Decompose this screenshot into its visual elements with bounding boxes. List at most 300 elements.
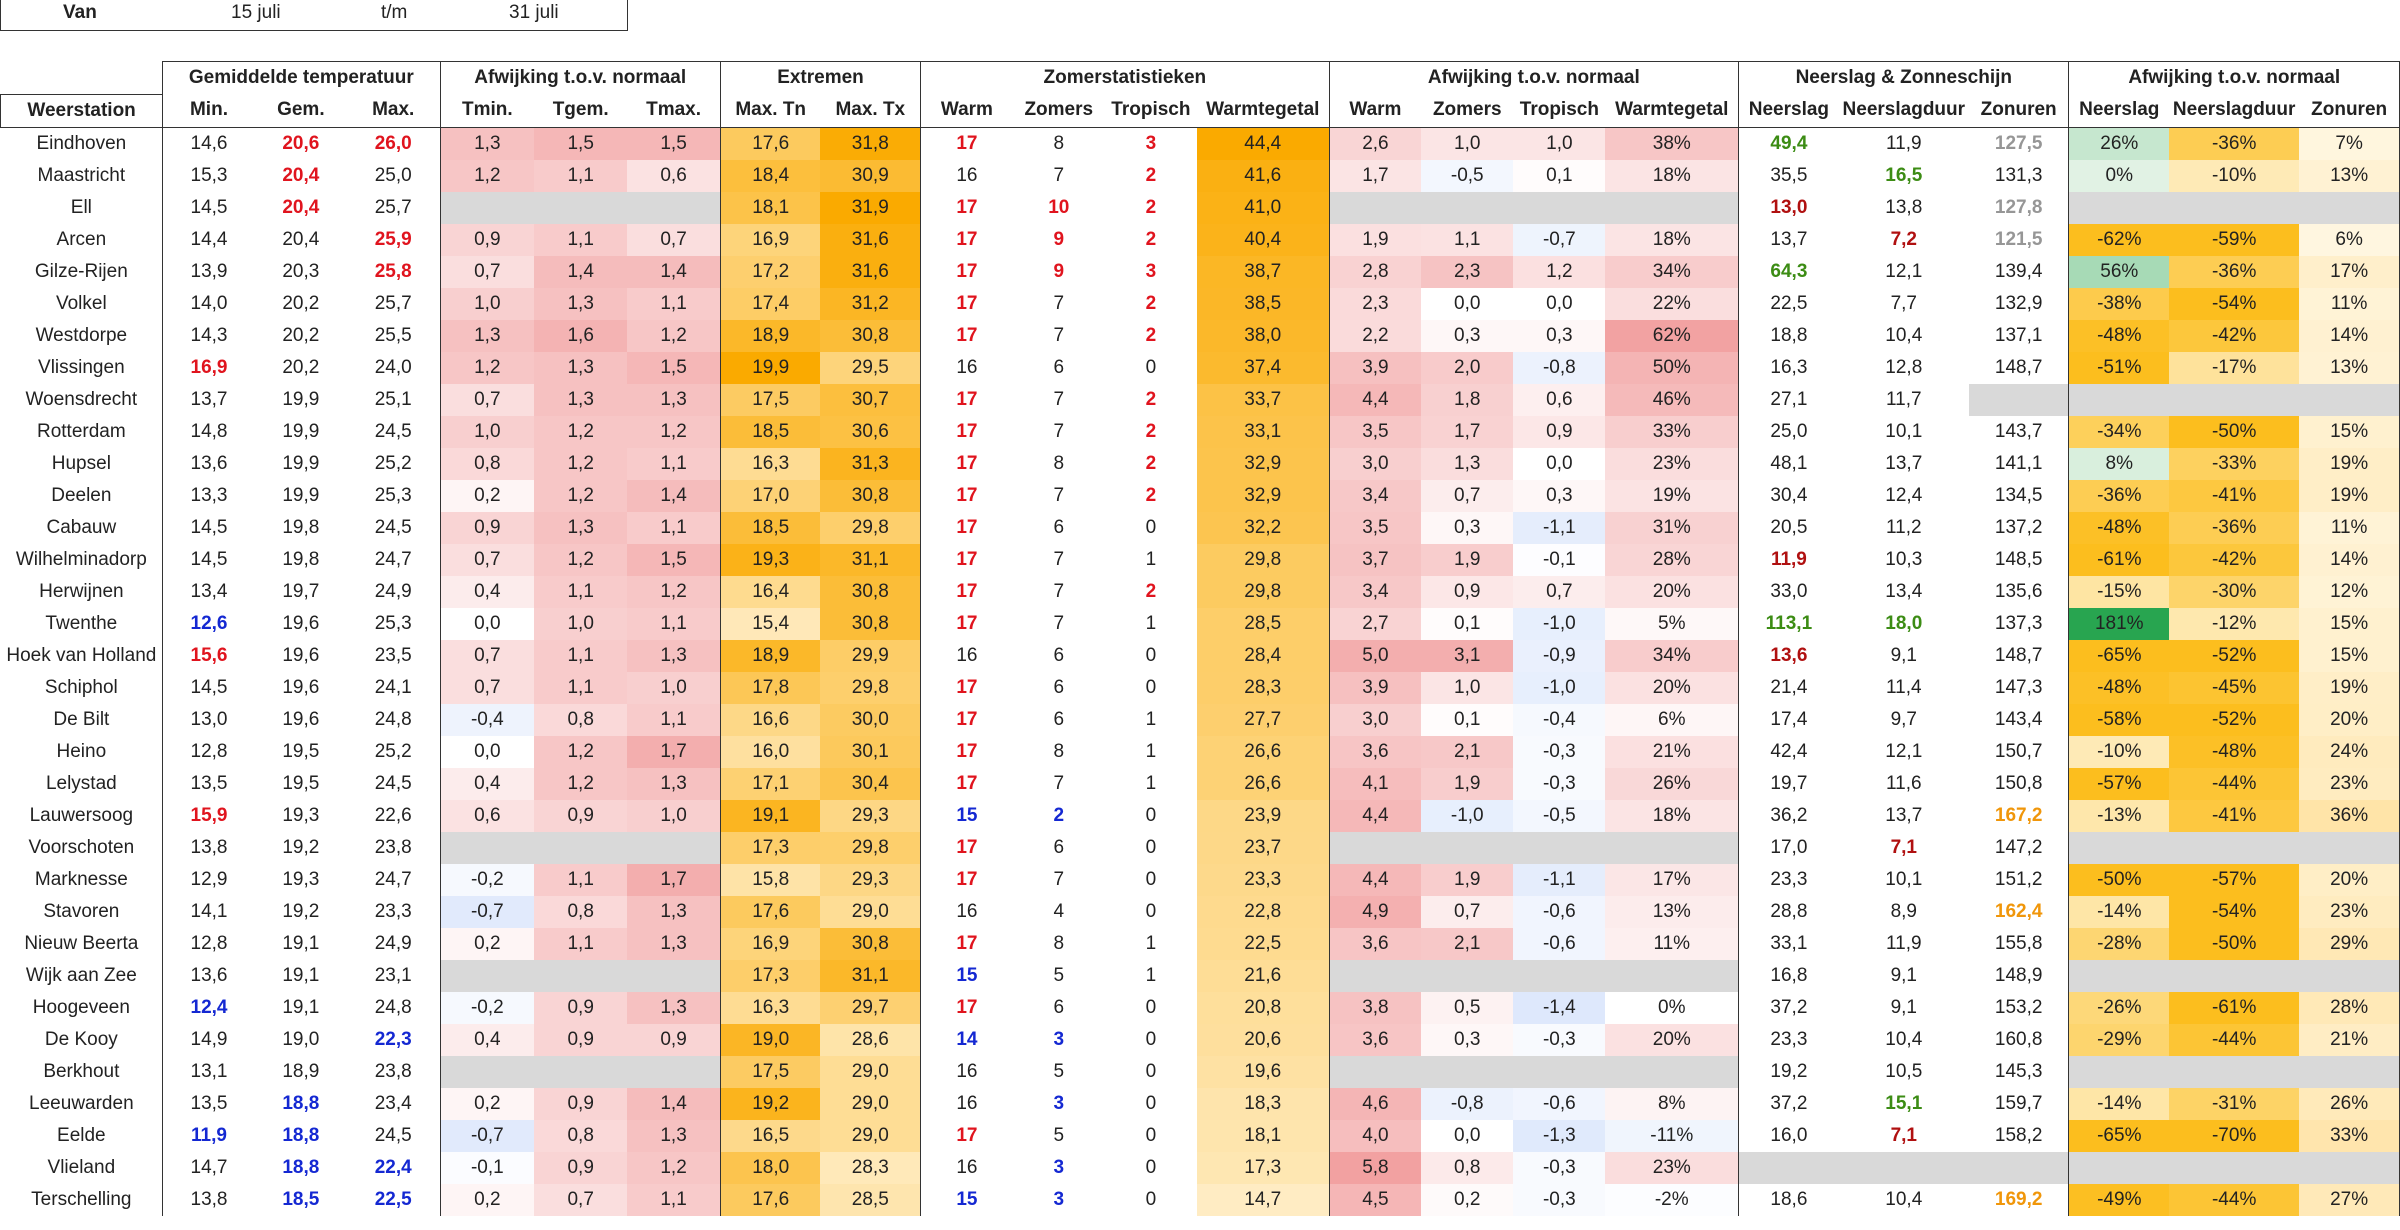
table-cell: 3 <box>1053 1028 1065 1050</box>
table-cell: -59% <box>2169 224 2299 256</box>
table-cell: 0,3 <box>1513 320 1605 352</box>
table-cell: -1,0 <box>1513 672 1605 704</box>
table-cell: 137,3 <box>1994 612 2043 634</box>
table-cell: 17 <box>921 832 1013 864</box>
table-cell: 0 <box>1145 868 1157 890</box>
table-cell: 18,8 <box>282 1092 320 1114</box>
table-cell: 28,3 <box>820 1152 920 1184</box>
column-header: Zonuren <box>1969 94 2069 127</box>
table-row <box>1 384 2400 416</box>
table-cell: -11% <box>1605 1120 1738 1152</box>
table-cell: 36% <box>2299 800 2399 832</box>
table-cell <box>2299 1152 2399 1184</box>
table-cell: 17 <box>921 416 1013 448</box>
table-cell: -0,4 <box>440 704 534 736</box>
table-cell: 25,8 <box>374 260 412 282</box>
table-cell: 19,3 <box>282 868 320 890</box>
table-cell: 1,5 <box>627 352 720 384</box>
table-cell: 13% <box>2299 160 2399 192</box>
table-cell <box>440 1056 534 1088</box>
table-cell: 21,6 <box>1197 960 1329 992</box>
table-cell <box>1421 960 1513 992</box>
table-cell: 17,6 <box>720 127 820 160</box>
table-cell: 10,4 <box>1885 1188 1923 1210</box>
table-cell: 20,5 <box>1739 512 1839 544</box>
table-cell: 1 <box>1145 772 1157 794</box>
table-cell: 19,1 <box>282 932 320 954</box>
table-cell: 148,7 <box>1994 356 2043 378</box>
table-cell: 42,4 <box>1739 736 1839 768</box>
table-cell: -44% <box>2169 1024 2299 1056</box>
table-cell: 12,9 <box>163 864 255 896</box>
table-cell: -0,9 <box>1513 640 1605 672</box>
table-cell <box>1329 832 1421 864</box>
table-cell: 7,1 <box>1890 1124 1917 1146</box>
table-cell: 24,5 <box>374 516 412 538</box>
table-cell: 23,3 <box>1739 864 1839 896</box>
table-cell: 127,5 <box>1994 132 2043 154</box>
station-name: Voorschoten <box>28 836 135 858</box>
table-cell: -17% <box>2169 352 2299 384</box>
table-cell: 1,2 <box>534 544 627 576</box>
table-cell: 26% <box>2069 127 2169 160</box>
station-name: Nieuw Beerta <box>24 932 139 954</box>
table-cell: 23,8 <box>374 1060 412 1082</box>
table-cell: -14% <box>2069 1088 2169 1120</box>
table-row <box>1 640 2400 672</box>
table-row <box>1 448 2400 480</box>
table-cell: 15% <box>2299 608 2399 640</box>
table-cell: 1,3 <box>534 352 627 384</box>
table-cell: 7 <box>1053 324 1065 346</box>
table-cell: 14,3 <box>163 320 255 352</box>
table-cell: 132,9 <box>1994 292 2043 314</box>
table-row <box>1 320 2400 352</box>
table-cell: 19,9 <box>282 388 320 410</box>
table-row <box>1 544 2400 576</box>
table-cell: -54% <box>2169 288 2299 320</box>
table-cell: 4,1 <box>1329 768 1421 800</box>
table-cell: 17 <box>921 864 1013 896</box>
table-cell: 14,5 <box>163 512 255 544</box>
table-cell: 20% <box>1605 576 1738 608</box>
table-cell: 16,0 <box>720 736 820 768</box>
table-cell: 17 <box>921 384 1013 416</box>
table-cell: 30,9 <box>820 160 920 192</box>
table-cell: 31,1 <box>820 544 920 576</box>
table-cell: 33,1 <box>1739 928 1839 960</box>
table-cell: 0,2 <box>1421 1184 1513 1216</box>
table-cell: 0 <box>1145 804 1157 826</box>
table-cell <box>627 192 720 224</box>
table-cell: 13,7 <box>1739 224 1839 256</box>
table-cell: 1,1 <box>534 224 627 256</box>
station-name: Volkel <box>55 292 107 314</box>
group-header-row <box>1 62 2400 95</box>
table-cell: 113,1 <box>1739 608 1839 640</box>
table-cell: 167,2 <box>1994 804 2043 826</box>
table-cell: 1,3 <box>440 127 534 160</box>
table-cell: 23,1 <box>374 964 412 986</box>
table-cell: 23,5 <box>374 644 412 666</box>
table-cell: 4,4 <box>1329 384 1421 416</box>
table-cell: 14% <box>2299 544 2399 576</box>
table-row <box>1 1056 2400 1088</box>
table-cell: 13,4 <box>163 576 255 608</box>
table-cell: 11,9 <box>1739 544 1839 576</box>
table-cell: 19,5 <box>282 740 320 762</box>
table-cell: -51% <box>2069 352 2169 384</box>
table-cell <box>1969 1152 2069 1184</box>
table-cell: 9,1 <box>1890 964 1917 986</box>
table-cell: 17 <box>921 576 1013 608</box>
table-cell: 24,9 <box>374 580 412 602</box>
table-cell: 15,1 <box>1885 1092 1923 1114</box>
table-cell: 3 <box>1053 1156 1065 1178</box>
table-cell: 19,6 <box>282 676 320 698</box>
table-cell: 5 <box>1053 1124 1065 1146</box>
table-cell: 13,8 <box>163 1184 255 1216</box>
table-body <box>1 127 2400 1216</box>
table-cell: 17 <box>921 768 1013 800</box>
table-cell: 14 <box>921 1024 1013 1056</box>
table-cell: 7 <box>1053 420 1065 442</box>
table-cell: 17% <box>2299 256 2399 288</box>
table-cell: 12,8 <box>1885 356 1923 378</box>
table-cell: 2 <box>1145 324 1157 346</box>
table-cell: -0,3 <box>1513 1152 1605 1184</box>
table-cell: 31,3 <box>820 448 920 480</box>
column-header: Neerslagduur <box>2169 94 2299 127</box>
table-cell <box>627 832 720 864</box>
table-cell: 3,6 <box>1329 928 1421 960</box>
station-name: Berkhout <box>43 1060 120 1082</box>
table-cell: 19,8 <box>282 516 320 538</box>
table-cell: 0% <box>1605 992 1738 1024</box>
table-cell: 19,1 <box>720 800 820 832</box>
table-cell: 18,9 <box>720 320 820 352</box>
table-cell: 15 <box>921 800 1013 832</box>
table-cell: 29,0 <box>820 1056 920 1088</box>
table-cell: 0,9 <box>627 1024 720 1056</box>
table-cell: 17 <box>921 192 1013 224</box>
table-cell: 27% <box>2299 1184 2399 1216</box>
table-cell: 0 <box>1145 1092 1157 1114</box>
table-cell: 18,8 <box>282 1124 320 1146</box>
table-cell: 135,6 <box>1994 580 2043 602</box>
table-cell: 6 <box>1053 356 1065 378</box>
table-cell: 3,4 <box>1329 576 1421 608</box>
table-cell: -0,8 <box>1513 352 1605 384</box>
table-cell: 19,9 <box>720 352 820 384</box>
table-cell: 20% <box>1605 1024 1738 1056</box>
table-cell: 27,7 <box>1197 704 1329 736</box>
table-cell: 0,9 <box>534 1024 627 1056</box>
table-cell: -31% <box>2169 1088 2299 1120</box>
table-cell: 3,1 <box>1421 640 1513 672</box>
table-cell: -0,1 <box>1513 544 1605 576</box>
period-separator: t/m <box>381 2 408 23</box>
table-cell <box>2169 1152 2299 1184</box>
table-cell: 15% <box>2299 640 2399 672</box>
table-cell: 1,1 <box>534 928 627 960</box>
station-name: Terschelling <box>31 1188 132 1210</box>
station-name: Marknesse <box>34 868 128 890</box>
table-cell: 16,4 <box>720 576 820 608</box>
table-cell: 16 <box>921 1152 1013 1184</box>
table-cell: 29,8 <box>820 832 920 864</box>
table-cell: 19,9 <box>282 484 320 506</box>
table-cell: 14,6 <box>163 127 255 160</box>
table-cell: 29,3 <box>820 800 920 832</box>
table-cell: 24,8 <box>374 708 412 730</box>
table-cell: 19,6 <box>282 644 320 666</box>
table-cell: 1,1 <box>627 608 720 640</box>
station-name: Hupsel <box>51 452 111 474</box>
table-cell: 20% <box>1605 672 1738 704</box>
table-cell: 0,8 <box>534 704 627 736</box>
table-cell: 1,1 <box>1421 224 1513 256</box>
group-header: Zomerstatistieken <box>921 62 1329 95</box>
table-cell: 8 <box>1053 452 1065 474</box>
table-cell: 15,4 <box>720 608 820 640</box>
table-cell <box>1421 832 1513 864</box>
table-cell: 24,9 <box>374 932 412 954</box>
table-cell: 17,6 <box>720 1184 820 1216</box>
table-cell: 30,6 <box>820 416 920 448</box>
table-cell: 8% <box>1605 1088 1738 1120</box>
station-name: Herwijnen <box>39 580 124 602</box>
table-cell: 16,0 <box>1739 1120 1839 1152</box>
table-cell: 1,2 <box>1513 256 1605 288</box>
table-cell: 127,8 <box>1994 196 2043 218</box>
table-cell: 2,1 <box>1421 928 1513 960</box>
table-cell: 25,2 <box>374 740 412 762</box>
table-cell: -45% <box>2169 672 2299 704</box>
table-row <box>1 608 2400 640</box>
table-cell: 0,3 <box>1513 480 1605 512</box>
table-cell: 0,9 <box>534 1088 627 1120</box>
table-cell <box>2299 1056 2399 1088</box>
table-cell: -50% <box>2169 928 2299 960</box>
table-cell: 143,7 <box>1994 420 2043 442</box>
table-cell: 23% <box>2299 768 2399 800</box>
table-cell: 1,1 <box>534 640 627 672</box>
table-cell: 18,1 <box>1197 1120 1329 1152</box>
table-cell: 1,0 <box>1421 127 1513 160</box>
table-cell: 4,4 <box>1329 800 1421 832</box>
table-cell: 13,3 <box>163 480 255 512</box>
table-cell: 17,3 <box>1197 1152 1329 1184</box>
table-row <box>1 192 2400 224</box>
table-cell: 16 <box>921 1056 1013 1088</box>
table-cell: -33% <box>2169 448 2299 480</box>
table-cell: 7 <box>1053 388 1065 410</box>
table-row <box>1 736 2400 768</box>
table-cell: 19,8 <box>282 548 320 570</box>
table-cell: 13,4 <box>1885 580 1923 602</box>
table-cell: 44,4 <box>1197 127 1329 160</box>
table-cell: 33,1 <box>1197 416 1329 448</box>
table-cell: 0 <box>1145 836 1157 858</box>
table-cell: -0,3 <box>1513 736 1605 768</box>
table-cell: 0,1 <box>1513 160 1605 192</box>
table-cell: 0,4 <box>440 1024 534 1056</box>
table-cell: 10,3 <box>1885 548 1923 570</box>
table-cell: 4,5 <box>1329 1184 1421 1216</box>
table-cell: 17 <box>921 608 1013 640</box>
table-cell <box>1513 192 1605 224</box>
table-cell: 1,3 <box>534 288 627 320</box>
table-cell: 14,7 <box>1197 1184 1329 1216</box>
table-cell: -62% <box>2069 224 2169 256</box>
table-cell: 23,4 <box>374 1092 412 1114</box>
table-cell: 7 <box>1053 868 1065 890</box>
table-cell: 1 <box>1145 612 1157 634</box>
table-cell: 9 <box>1053 260 1065 282</box>
table-cell: 29,9 <box>820 640 920 672</box>
weather-stats-table <box>0 61 2400 1216</box>
table-cell: 17 <box>921 928 1013 960</box>
table-cell: 1,3 <box>627 992 720 1024</box>
table-cell: 17,5 <box>720 1056 820 1088</box>
table-cell: 2 <box>1145 196 1157 218</box>
table-cell: 29,3 <box>820 864 920 896</box>
station-name: Eindhoven <box>36 132 127 154</box>
table-cell <box>2169 832 2299 864</box>
table-cell: 11,6 <box>1886 772 1922 794</box>
table-cell: -65% <box>2069 1120 2169 1152</box>
table-row <box>1 672 2400 704</box>
table-cell: 3,4 <box>1329 480 1421 512</box>
table-cell: 14,0 <box>163 288 255 320</box>
table-cell: 24,7 <box>374 548 412 570</box>
table-cell: 49,4 <box>1739 127 1839 160</box>
table-cell: 38,0 <box>1197 320 1329 352</box>
table-cell: 3 <box>1145 260 1157 282</box>
table-cell: 18,9 <box>282 1060 320 1082</box>
table-cell: 1,6 <box>534 320 627 352</box>
table-cell: 34% <box>1605 640 1738 672</box>
table-cell: -41% <box>2169 480 2299 512</box>
table-cell: 0,9 <box>1421 576 1513 608</box>
table-cell: 3 <box>1053 1092 1065 1114</box>
table-cell: 0 <box>1145 676 1157 698</box>
table-cell: 18% <box>1605 224 1738 256</box>
station-name: Westdorpe <box>35 324 128 346</box>
table-cell: 10,1 <box>1885 868 1923 890</box>
table-row <box>1 1024 2400 1056</box>
table-cell: 13,7 <box>163 384 255 416</box>
table-cell: 1,0 <box>534 608 627 640</box>
table-cell: 0,7 <box>1421 896 1513 928</box>
table-row <box>1 992 2400 1024</box>
table-cell: 17,4 <box>1739 704 1839 736</box>
table-cell: 11% <box>2299 512 2399 544</box>
table-cell: 24,0 <box>374 356 412 378</box>
table-cell: 23% <box>1605 1152 1738 1184</box>
table-cell <box>534 1056 627 1088</box>
table-cell: 13,6 <box>163 960 255 992</box>
table-cell: 38,5 <box>1197 288 1329 320</box>
table-cell: 3,7 <box>1329 544 1421 576</box>
table-cell: 4,0 <box>1329 1120 1421 1152</box>
table-cell: 17 <box>921 736 1013 768</box>
table-cell: 25,7 <box>374 196 412 218</box>
table-cell: 5 <box>1053 964 1065 986</box>
table-cell: 1,3 <box>627 928 720 960</box>
table-cell <box>1329 1056 1421 1088</box>
table-cell: 1,2 <box>534 416 627 448</box>
table-cell: 28,5 <box>1197 608 1329 640</box>
table-cell: 16,3 <box>1739 352 1839 384</box>
table-cell: 18,9 <box>720 640 820 672</box>
table-cell <box>2169 960 2299 992</box>
table-cell: 162,4 <box>1994 900 2043 922</box>
table-cell: -52% <box>2169 640 2299 672</box>
table-cell: -1,0 <box>1513 608 1605 640</box>
table-cell: 20,2 <box>282 324 320 346</box>
table-cell: 11,4 <box>1886 676 1922 698</box>
table-cell: 1,3 <box>534 384 627 416</box>
table-cell: -2% <box>1605 1184 1738 1216</box>
table-cell: 1,1 <box>534 864 627 896</box>
table-cell: -0,5 <box>1421 160 1513 192</box>
table-cell: 25,3 <box>374 484 412 506</box>
table-cell: -26% <box>2069 992 2169 1024</box>
table-cell: 1 <box>1145 740 1157 762</box>
table-cell: 32,2 <box>1197 512 1329 544</box>
table-cell: 12,6 <box>163 608 255 640</box>
table-cell: 29,8 <box>1197 544 1329 576</box>
table-cell: 13% <box>1605 896 1738 928</box>
table-cell: 28,3 <box>1197 672 1329 704</box>
table-cell: 2 <box>1145 164 1157 186</box>
table-row <box>1 704 2400 736</box>
table-cell: 3,8 <box>1329 992 1421 1024</box>
table-cell: 1,7 <box>627 736 720 768</box>
table-cell: 0,9 <box>440 512 534 544</box>
table-cell: -0,7 <box>440 896 534 928</box>
column-header: Weerstation <box>1 94 163 127</box>
table-cell <box>627 1056 720 1088</box>
table-cell: 0,7 <box>440 256 534 288</box>
table-cell: -0,3 <box>1513 1024 1605 1056</box>
table-cell: 17 <box>921 448 1013 480</box>
group-header: Gemiddelde temperatuur <box>163 62 440 95</box>
table-cell: 19,2 <box>282 900 320 922</box>
table-cell: 0,1 <box>1421 704 1513 736</box>
table-cell: 0 <box>1145 1028 1157 1050</box>
station-name: Heino <box>56 740 107 762</box>
table-cell: 18,0 <box>720 1152 820 1184</box>
table-cell: -1,1 <box>1513 864 1605 896</box>
table-cell: 2,1 <box>1421 736 1513 768</box>
table-cell: 151,2 <box>1994 868 2043 890</box>
table-cell: 0,7 <box>1513 576 1605 608</box>
table-row <box>1 512 2400 544</box>
table-cell: -30% <box>2169 576 2299 608</box>
table-cell: 0,3 <box>1421 320 1513 352</box>
table-cell: 10 <box>1048 196 1070 218</box>
table-cell: 137,1 <box>1994 324 2043 346</box>
table-cell: 12,8 <box>163 928 255 960</box>
table-cell: 1,1 <box>627 1184 720 1216</box>
table-cell: 13,8 <box>163 832 255 864</box>
table-cell: 30,8 <box>820 608 920 640</box>
table-cell: 1,4 <box>627 1088 720 1120</box>
column-header: Tropisch <box>1105 94 1197 127</box>
